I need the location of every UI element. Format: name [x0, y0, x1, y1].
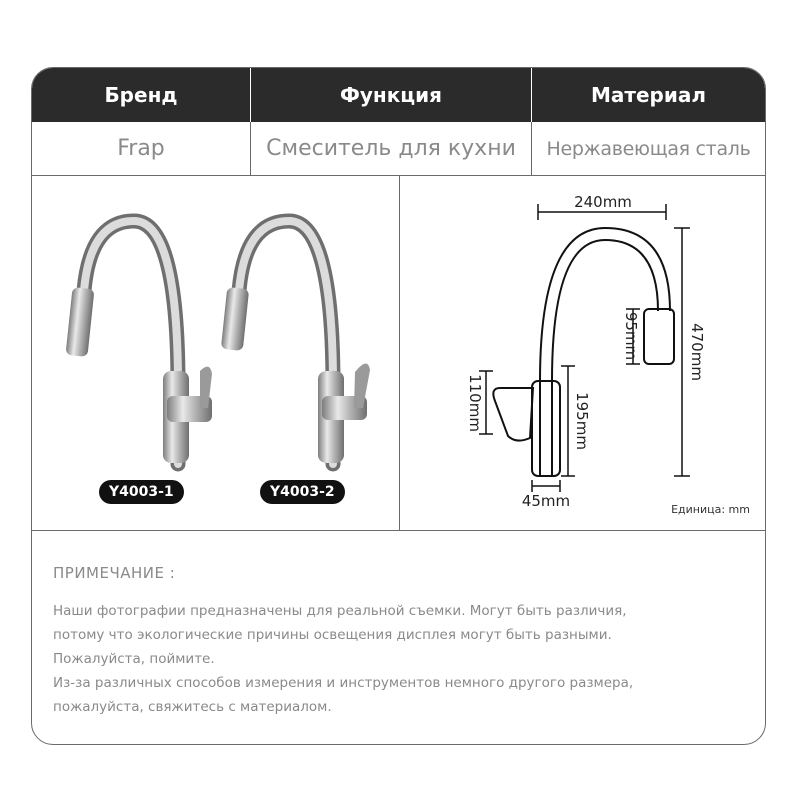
unit-label: Единица: mm: [671, 503, 750, 516]
spec-table-values: [32, 122, 765, 176]
faucet-2-image: [221, 221, 370, 464]
model-badge-2: Y4003-2: [260, 480, 345, 504]
dim-height-line: [674, 228, 690, 476]
spec-card: [31, 67, 766, 745]
note-title: ПРИМЕЧАНИЕ :: [53, 564, 176, 582]
note-line: потому что экологические причины освещения дисплея могут быть разными.: [53, 627, 612, 643]
image-row: [32, 176, 765, 531]
dim-body-label: 195mm: [573, 392, 591, 450]
note-line: Наши фотографии предназначены для реальной съемки. Могут быть различия,: [53, 603, 627, 619]
note-line: Из-за различных способов измерения и инструментов немного другого размера,: [53, 675, 634, 691]
header-material: Материал: [590, 83, 707, 107]
spec-table-header: [32, 68, 765, 122]
dimension-diagram: [400, 176, 765, 530]
note-line: пожалуйста, свяжитесь с материалом.: [53, 699, 332, 715]
dim-body-line: [561, 366, 575, 476]
value-function: Смеситель для кухни: [251, 122, 532, 175]
header-brand: Бренд: [32, 68, 251, 122]
note-line: Пожалуйста, поймите.: [53, 651, 215, 667]
product-photos: [32, 176, 400, 530]
faucet-photos-illustration: [32, 176, 399, 530]
value-brand: Frap: [32, 122, 251, 175]
header-function: Функция: [251, 68, 532, 122]
dim-base-label: 45mm: [521, 492, 571, 510]
dim-handle-label: 110mm: [466, 374, 484, 432]
model-badge-1: Y4003-1: [99, 480, 184, 504]
dim-height-label: 470mm: [688, 323, 706, 381]
dim-base-line: [532, 480, 560, 492]
dim-width-label: 240mm: [574, 193, 632, 211]
value-material: Нержавеющая сталь: [546, 137, 751, 160]
faucet-dimension-drawing: [400, 176, 765, 530]
note-section: [53, 564, 743, 719]
faucet-1-image: [66, 221, 212, 464]
dim-spray-label: 95mm: [622, 311, 640, 361]
